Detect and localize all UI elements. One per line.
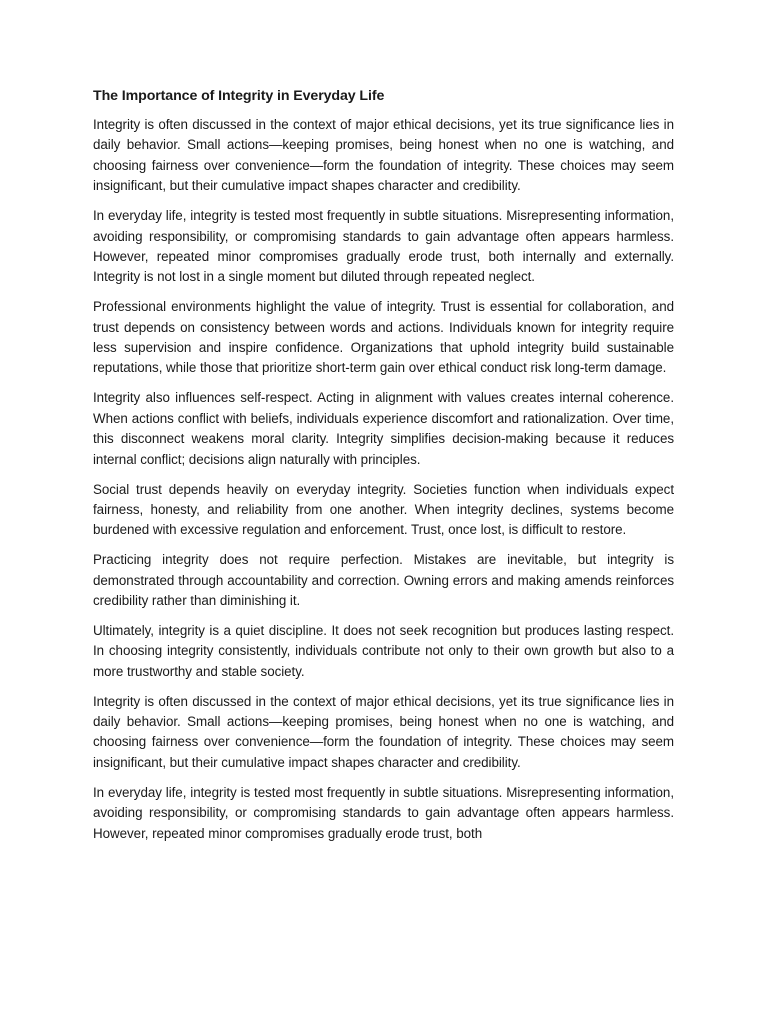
paragraph: In everyday life, integrity is tested most frequently in subtle situations. Misrepresenting information, avoiding responsibility, or compromising standards to gain advantage often appears harmless. However, repeated minor compromises gradually erode trust, both [93, 784, 674, 841]
paragraph: In everyday life, integrity is tested most frequently in subtle situations. Misrepresenting information, avoiding responsibility, or compromising standards to gain advantage often appears harmless. However, repeated minor compromises gradually erode trust, both internally and externally. Integrity is not lost in a single moment but diluted through repeated neglect. [93, 208, 674, 285]
paragraph: Integrity also influences self-respect. Acting in alignment with values creates internal coherence. When actions conflict with beliefs, individuals experience discomfort and rationalization. Over time, this disconnect weakens moral clarity. Integrity simplifies decision-making because it reduces internal conflict; decisions align naturally with principles. [93, 390, 674, 467]
paragraph: Social trust depends heavily on everyday integrity. Societies function when individuals expect fairness, honesty, and reliability from one another. When integrity declines, systems become burdened with excessive regulation and enforcement. Trust, once lost, is difficult to restore. [93, 481, 674, 538]
document-body [93, 86, 674, 854]
document-title: The Importance of Integrity in Everyday Life [93, 88, 385, 104]
paragraph: Practicing integrity does not require perfection. Mistakes are inevitable, but integrity is demonstrated through accountability and correction. Owning errors and making amends reinforces credibility rather than diminishing it. [93, 552, 674, 609]
paragraph: Integrity is often discussed in the context of major ethical decisions, yet its true significance lies in daily behavior. Small actions—keeping promises, being honest when no one is watching, and choosing fairness over convenience—form the foundation of integrity. These choices may seem insignificant, but their cumulative impact shapes character and credibility. [93, 693, 674, 770]
paragraph: Integrity is often discussed in the context of major ethical decisions, yet its true significance lies in daily behavior. Small actions—keeping promises, being honest when no one is watching, and choosing fairness over convenience—form the foundation of integrity. These choices may seem insignificant, but their cumulative impact shapes character and credibility. [93, 117, 674, 194]
paragraph: Ultimately, integrity is a quiet discipline. It does not seek recognition but produces lasting respect. In choosing integrity consistently, individuals contribute not only to their own growth but also to a more trustworthy and stable society. [93, 622, 674, 679]
paragraph: Professional environments highlight the value of integrity. Trust is essential for collaboration, and trust depends on consistency between words and actions. Individuals known for integrity require less supervision and inspire confidence. Organizations that uphold integrity build sustainable reputations, while those that prioritize short-term gain over ethical conduct risk long-term damage. [93, 299, 674, 376]
